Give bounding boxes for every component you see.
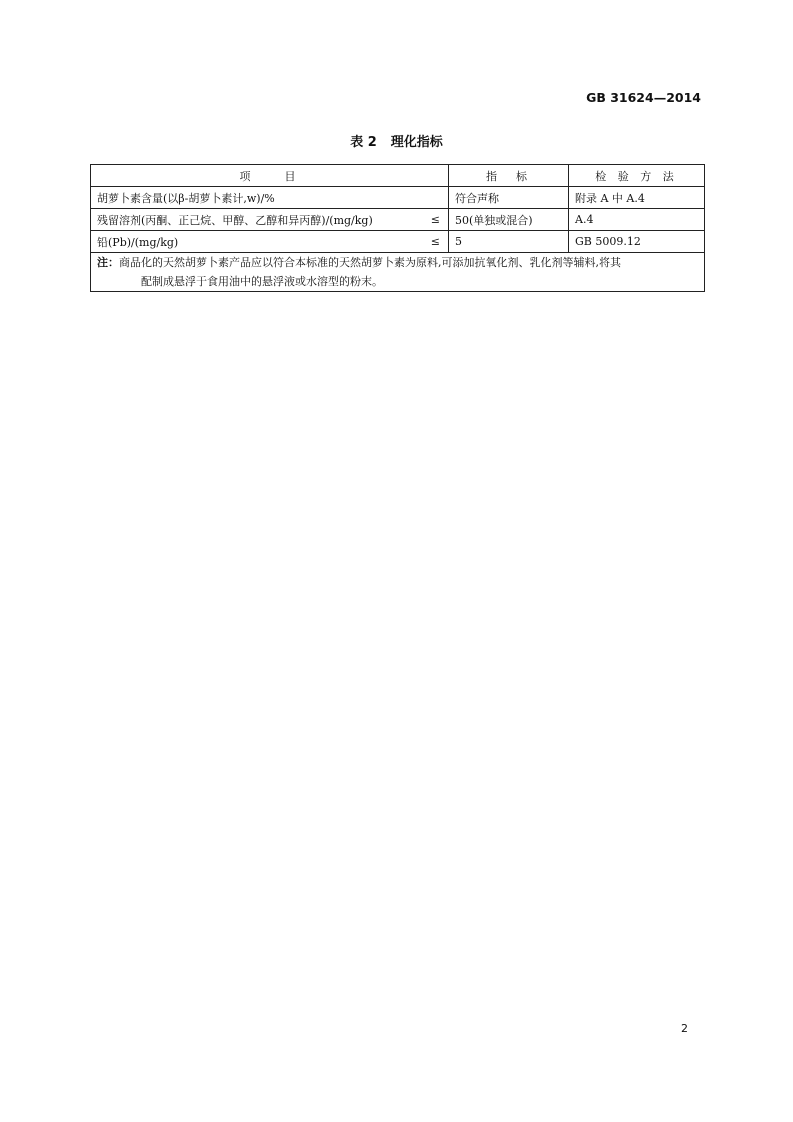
row-item-text: 铅(Pb)/(mg/kg) bbox=[97, 235, 179, 249]
row-value: 50(单独或混合) bbox=[449, 209, 569, 231]
column-header-value: 指 标 bbox=[449, 165, 569, 187]
row-item-text: 残留溶剂(丙酮、正己烷、甲醇、乙醇和异丙醇)/(mg/kg) bbox=[97, 213, 373, 227]
row-method: GB 5009.12 bbox=[569, 231, 705, 253]
table-row bbox=[91, 209, 705, 231]
table-caption-title: 理化指标 bbox=[390, 135, 443, 150]
note-label: 注： bbox=[97, 256, 119, 269]
table-note-row bbox=[91, 253, 705, 292]
row-item bbox=[91, 187, 449, 209]
table-row bbox=[91, 231, 705, 253]
row-value: 符合声称 bbox=[449, 187, 569, 209]
row-item bbox=[91, 231, 449, 253]
table-row bbox=[91, 187, 705, 209]
note-line-2: 配制成悬浮于食用油中的悬浮液或水溶型的粉末。 bbox=[141, 275, 383, 288]
row-method: A.4 bbox=[569, 209, 705, 231]
note-line-1: 商品化的天然胡萝卜素产品应以符合本标准的天然胡萝卜素为原料,可添加抗氧化剂、乳化剂等辅料,将其 bbox=[119, 256, 621, 269]
row-comparator: ≤ bbox=[430, 235, 440, 248]
row-method: 附录 A 中 A.4 bbox=[569, 187, 705, 209]
column-header-item: 项 目 bbox=[91, 165, 449, 187]
table-caption bbox=[0, 131, 793, 150]
column-header-method: 检 验 方 法 bbox=[569, 165, 705, 187]
row-item-text: 胡萝卜素含量(以β-胡萝卜素计,w)/% bbox=[97, 191, 275, 205]
page-number: 2 bbox=[681, 1022, 688, 1035]
table-note bbox=[91, 253, 705, 292]
table-header-row bbox=[91, 165, 705, 187]
spec-table bbox=[90, 164, 705, 292]
table-caption-number: 表 2 bbox=[350, 135, 377, 150]
row-item bbox=[91, 209, 449, 231]
row-value: 5 bbox=[449, 231, 569, 253]
standard-code: GB 31624—2014 bbox=[586, 90, 701, 105]
row-comparator: ≤ bbox=[430, 213, 440, 226]
